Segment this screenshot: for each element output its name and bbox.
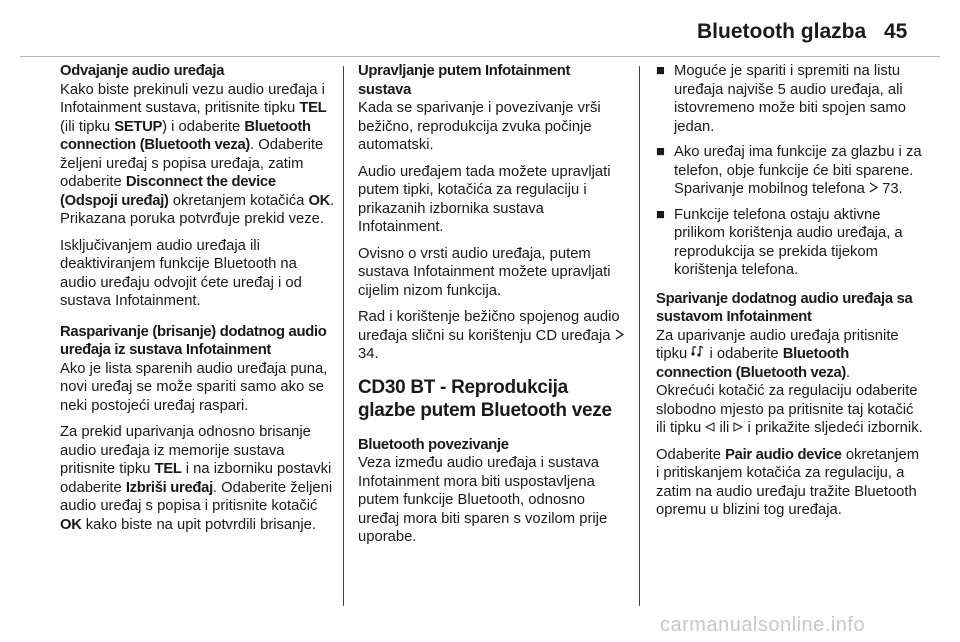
paragraph-unpair-full-list: Ako je lista sparenih audio uređaja puna, novi uređaj se može spariti samo ako se neki postojeći uređaj raspari. xyxy=(60,360,328,414)
key-setup: SETUP xyxy=(114,118,163,135)
page-title: Bluetooth glazba xyxy=(697,20,867,43)
page-reference: 73. xyxy=(882,181,903,197)
bullet-icon: ■ xyxy=(656,206,665,223)
page-reference: 34. xyxy=(358,346,379,362)
list-item xyxy=(656,143,926,199)
menu-delete-device: Izbriši uređaj xyxy=(125,479,213,496)
key-ok: OK xyxy=(60,516,82,533)
list-item xyxy=(656,206,926,280)
text: Za uparivanje audio uređaja pritisnite tipku xyxy=(656,327,899,362)
column-1 xyxy=(60,62,336,542)
text: . Prikazana poruka potvrđuje prekid veze. xyxy=(60,192,335,227)
column-divider-1 xyxy=(343,66,344,606)
menu-bluetooth-connection: Bluetooth connection (Bluetooth veza) xyxy=(656,346,850,381)
text: Rad i korištenje bežično spojenog audio uređaja slični su korištenju CD uređaja xyxy=(358,309,620,344)
text: Kako biste prekinuli vezu audio uređaja i Infotainment sustava, pritisnite tipku xyxy=(60,81,325,116)
bullet-icon: ■ xyxy=(656,144,665,160)
text: i na izborniku postavki odaberite xyxy=(60,461,332,496)
text: Odaberite xyxy=(656,446,726,463)
key-ok: OK xyxy=(308,192,331,209)
text: . xyxy=(846,364,851,381)
phone-music-button-icon xyxy=(691,345,705,364)
text: (ili tipku xyxy=(60,118,115,135)
section-heading-control: Upravljanje putem Infotainment sustava xyxy=(358,63,571,98)
page-reference-arrow-icon xyxy=(869,180,878,199)
text: ) i odaberite xyxy=(162,118,245,135)
text: . Odaberite željeni uređaj s popisa uređaja, zatim odaberite xyxy=(60,137,324,190)
section-heading-pair-additional: Sparivanje dodatnog audio uređaja sa sustavom Infotainment xyxy=(656,290,913,325)
menu-bluetooth-connection: Bluetooth connection (Bluetooth veza) xyxy=(60,118,311,153)
text: Funkcije telefona ostaju aktivne prilikom korištenja audio uređaja, a reprodukcija se prekida tijekom korištenja telefona. xyxy=(674,206,903,278)
text: Moguće je spariti i spremiti na listu uređaja najviše 5 audio uređaja, ali istovremeno može biti spojen samo jedan. xyxy=(674,63,906,135)
section-heading-disconnect: Odvajanje audio uređaja xyxy=(60,63,225,79)
text: kako biste na upit potvrdili brisanje. xyxy=(81,516,317,533)
paragraph-control-buttons: Audio uređajem tada možete upravljati putem tipki, kotačića za regulaciju i prikazanih izbornika sustava Infotainment. xyxy=(358,163,611,235)
paragraph-control-auto: Kada se sparivanje i povezivanje vrši bežično, reprodukcija zvuka počinje automatski. xyxy=(358,100,601,153)
paragraph-unpair-steps xyxy=(60,423,336,534)
page-reference-arrow-icon xyxy=(615,327,624,346)
text: . Odaberite željeni audio uređaj s popisa i pritisnite kotačić xyxy=(60,479,333,514)
text: Ako uređaj ima funkcije za glazbu i za telefon, obje funkcije će biti sparene. Sparivanje mobilnog telefona xyxy=(674,144,922,197)
key-tel: TEL xyxy=(154,461,182,477)
bullet-list xyxy=(656,62,926,280)
seek-left-icon xyxy=(705,419,715,438)
list-item xyxy=(656,62,926,136)
paragraph-pair-steps xyxy=(656,327,926,438)
paragraph-pair-audio-device xyxy=(656,446,926,520)
column-2 xyxy=(358,62,626,555)
text: i odaberite xyxy=(705,346,783,362)
section-heading-bt-connect: Bluetooth povezivanje xyxy=(358,436,509,453)
menu-disconnect-device: Disconnect the device (Odspoji uređaj) xyxy=(60,174,276,209)
text: Okrećući kotačić za regulaciju odaberite slobodno mjesto pa pritisnite taj kotačić ili tipku xyxy=(656,383,918,436)
seek-right-icon xyxy=(733,419,743,438)
paragraph-control-cd xyxy=(358,308,626,364)
bullet-icon: ■ xyxy=(656,63,665,79)
text: okretanjem i pritiskanjem kotačića za regulaciju, a zatim na audio uređaju tražite Bluetooth opremu u blizini tog uređaja. xyxy=(656,446,920,518)
column-divider-2 xyxy=(639,66,640,606)
page-number: 45 xyxy=(884,20,908,43)
header-divider xyxy=(20,56,940,57)
main-section-heading: CD30 BT - Reprodukcija glazbe putem Bluetooth veze xyxy=(358,376,612,421)
text: ili xyxy=(715,420,734,436)
paragraph-disconnect-steps xyxy=(60,81,336,229)
paragraph-control-functions: Ovisno o vrsti audio uređaja, putem sustava Infotainment možete upravljati cijelim nizom funkcija. xyxy=(358,245,611,299)
key-tel: TEL xyxy=(299,100,327,116)
section-heading-unpair: Rasparivanje (brisanje) dodatnog audio uređaja iz sustava Infotainment xyxy=(60,323,327,358)
column-3 xyxy=(656,62,926,528)
page-header xyxy=(0,0,960,44)
text: Za prekid uparivanja odnosno brisanje audio uređaja iz memorije sustava pritisnite tipku xyxy=(60,424,311,477)
text: i prikažite sljedeći izbornik. xyxy=(743,420,923,436)
paragraph-disconnect-note: Isključivanjem audio uređaja ili deaktiviranjem funkcije Bluetooth na audio uređaju odvojit ćete uređaj i od sustava Infotainment. xyxy=(60,237,302,309)
watermark: carmanualsonline.info xyxy=(660,614,866,636)
menu-pair-audio-device: Pair audio device xyxy=(725,446,842,463)
text: okretanjem kotačića xyxy=(168,192,309,209)
paragraph-bt-connect: Veza između audio uređaja i sustava Infotainment mora biti uspostavljena putem funkcije Bluetooth, odnosno uređaj mora biti sparen s vozilom prije uporabe. xyxy=(358,455,608,545)
